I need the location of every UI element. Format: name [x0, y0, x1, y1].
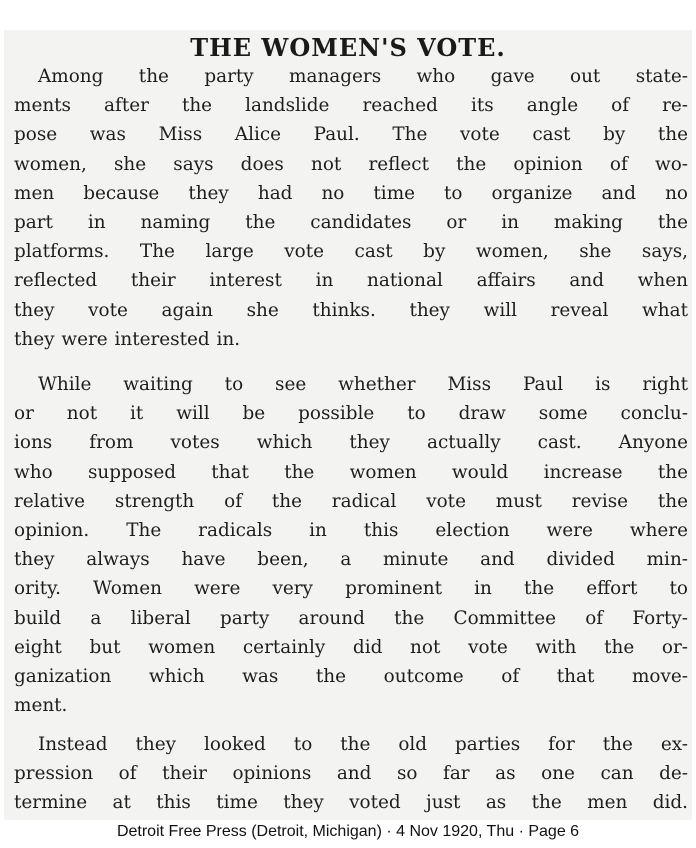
text-line: they always have been, a minute and divided min-: [14, 549, 688, 571]
text-line: pression of their opinions and so far as one can de-: [14, 763, 688, 785]
text-line: Among the party managers who gave out state-: [38, 66, 688, 87]
text-line: men because they had no time to organize and no: [14, 182, 688, 204]
text-line: opinion. The radicals in this election were where: [14, 519, 688, 541]
text-line: ority. Women were very prominent in the effort to: [14, 578, 688, 600]
text-line: build a liberal party around the Committee of Forty-: [14, 607, 688, 629]
text-line: ganization which was the outcome of that move-: [14, 665, 688, 687]
text-line: part in naming the candidates or in making the: [14, 211, 688, 233]
text-line: ments after the landslide reached its angle of re-: [14, 95, 688, 117]
text-line: While waiting to see whether Miss Paul is right: [38, 374, 688, 395]
text-line: pose was Miss Alice Paul. The vote cast by the: [14, 124, 688, 146]
text-line: they vote again she thinks. they will reveal what: [14, 299, 688, 321]
paragraph-3: [14, 730, 688, 818]
article-headline: THE WOMEN'S VOTE.: [190, 33, 506, 62]
text-line: or not it will be possible to draw some conclu-: [14, 403, 688, 425]
text-line: ment.: [14, 695, 68, 717]
text-line: eight but women certainly did not vote with the or-: [14, 636, 688, 658]
paragraph-1: [14, 62, 688, 354]
text-line: reflected their interest in national affairs and when: [14, 270, 688, 292]
paragraph-2: [14, 370, 688, 720]
text-line: they were interested in.: [14, 328, 241, 350]
text-line: termine at this time they voted just as the men did.: [14, 792, 688, 814]
text-line: relative strength of the radical vote must revise the: [14, 490, 688, 512]
text-line: who supposed that the women would increase the: [14, 461, 688, 483]
text-line: women, she says does not reflect the opinion of wo-: [14, 153, 688, 175]
source-citation: Detroit Free Press (Detroit, Michigan) · 4 Nov 1920, Thu · Page 6: [116, 823, 580, 840]
text-line: Instead they looked to the old parties for the ex-: [38, 734, 688, 755]
text-line: platforms. The large vote cast by women, she says,: [14, 241, 688, 263]
text-line: ions from votes which they actually cast. Anyone: [14, 432, 688, 454]
